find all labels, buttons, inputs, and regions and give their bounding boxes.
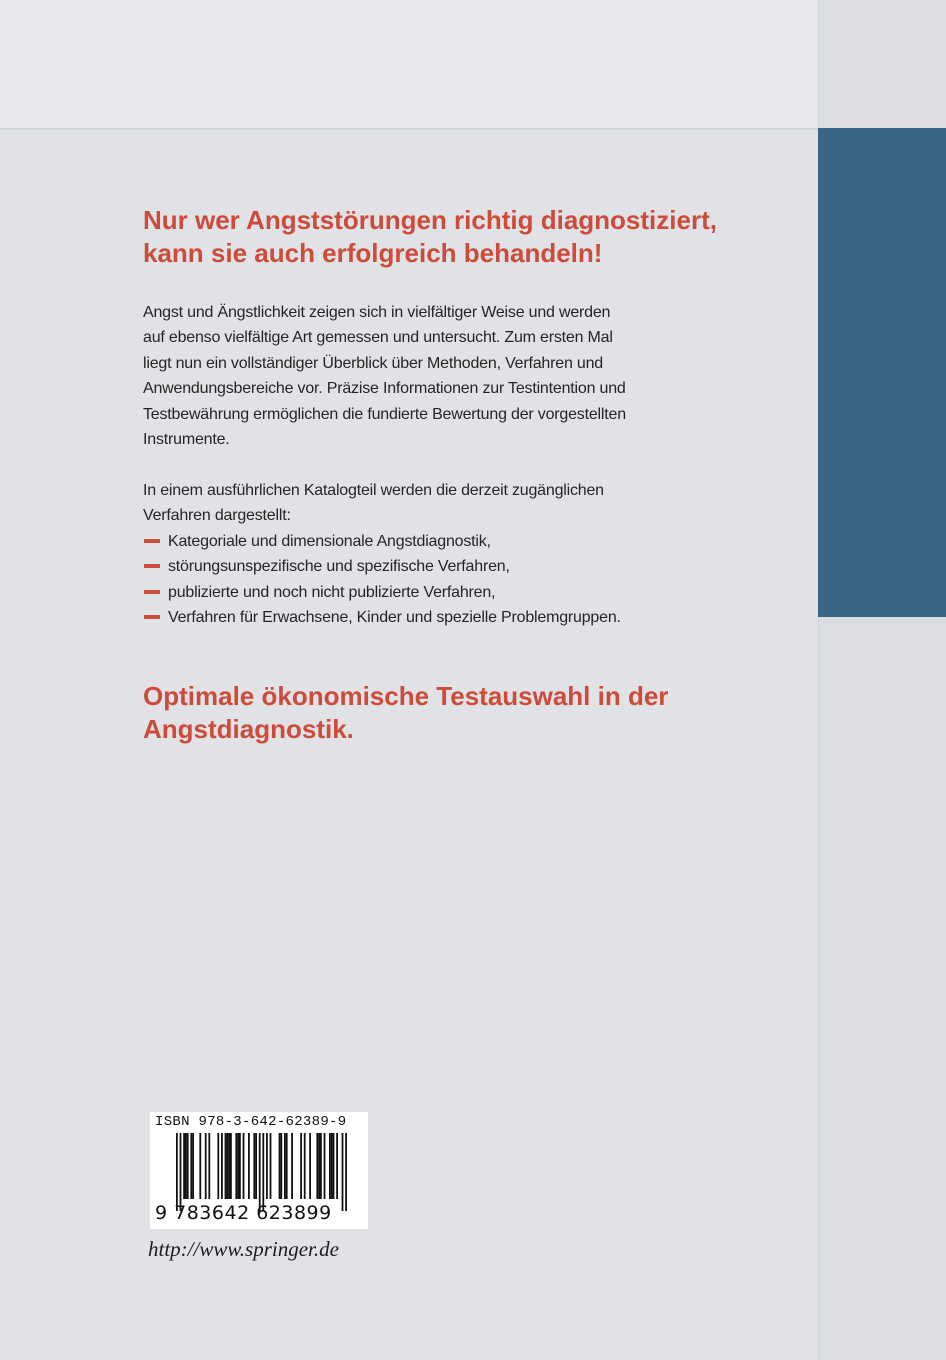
barcode-bar	[291, 1133, 293, 1199]
barcode-bar	[243, 1133, 245, 1199]
bullet-item	[143, 554, 621, 579]
bullet-dash-icon	[144, 590, 160, 594]
headline-top	[143, 204, 743, 270]
intro-paragraph	[143, 300, 703, 452]
bullet-dash-icon	[144, 539, 160, 543]
intro-line: auf ebenso vielfältige Art gemessen und untersucht. Zum ersten Mal	[143, 329, 613, 347]
barcode-bar	[255, 1133, 257, 1199]
barcode-bar	[329, 1133, 331, 1199]
blue-color-block	[818, 128, 946, 617]
barcode-bar	[309, 1133, 311, 1199]
bullet-dash-icon	[144, 615, 160, 619]
intro-line: liegt nun ein vollständiger Überblick über Methoden, Verfahren und	[143, 354, 603, 372]
barcode-bar	[280, 1133, 282, 1199]
top-band	[0, 0, 946, 130]
barcode-bar	[324, 1133, 326, 1199]
barcode-bar	[266, 1133, 268, 1199]
barcode-bar	[230, 1133, 232, 1199]
barcode-bar	[331, 1133, 333, 1199]
bullet-item	[143, 605, 621, 630]
intro-line: Angst und Ängstlichkeit zeigen sich in vielfältiger Weise und werden	[143, 304, 611, 321]
barcode-bar	[270, 1133, 272, 1199]
barcode-bar	[279, 1133, 281, 1199]
barcode-bar	[217, 1133, 219, 1199]
ean-digits: 9 783642 623899	[155, 1202, 332, 1224]
barcode-bar	[192, 1133, 194, 1199]
barcode-bar	[221, 1133, 223, 1199]
barcode-bar	[342, 1133, 344, 1211]
bullet-text: störungsunspezifische und spezifische Verfahren,	[168, 558, 510, 576]
catalog-line: Verfahren dargestellt:	[143, 507, 291, 525]
barcode-bar	[185, 1133, 187, 1199]
bullet-text: publizierte und noch nicht publizierte Verfahren,	[168, 583, 496, 601]
barcode-bar	[286, 1133, 288, 1199]
barcode-bar	[336, 1133, 338, 1199]
barcode-bar	[300, 1133, 302, 1199]
intro-line: Anwendungsbereiche vor. Präzise Informationen zur Testintention und	[143, 380, 626, 398]
barcode-bar	[176, 1133, 178, 1211]
barcode-bar	[284, 1133, 286, 1199]
intro-line: Testbewährung ermöglichen die fundierte Bewertung der vorgestellten	[143, 405, 626, 423]
barcode-bar	[180, 1133, 182, 1211]
bullet-text: Kategoriale und dimensionale Angstdiagnostik,	[168, 533, 491, 550]
publisher-url[interactable]: http://www.springer.de	[148, 1237, 339, 1261]
catalog-bullet-list	[143, 529, 621, 631]
bullet-item	[143, 529, 621, 554]
barcode-bar	[239, 1133, 241, 1199]
headline-top-line: kann sie auch erfolgreich behandeln!	[143, 238, 603, 268]
barcode-bar	[304, 1133, 306, 1199]
barcode-bar	[333, 1133, 335, 1199]
barcode-bar	[226, 1133, 228, 1199]
headline-bottom-line: Angstdiagnostik.	[143, 714, 354, 744]
barcode-bar	[262, 1133, 264, 1211]
barcode-bar	[320, 1133, 322, 1199]
barcode-bar	[199, 1133, 201, 1199]
headline-top-line: Nur wer Angststörungen richtig diagnostiziert,	[143, 205, 717, 235]
barcode-bar	[190, 1133, 192, 1199]
barcode-bar	[187, 1133, 189, 1199]
barcode-bar	[248, 1133, 250, 1199]
barcode-bar	[345, 1133, 347, 1211]
barcode-bar	[225, 1133, 227, 1199]
barcode-bar	[205, 1133, 207, 1199]
barcode-bar	[253, 1133, 255, 1199]
barcode-bar	[235, 1133, 237, 1199]
barcode-bar	[318, 1133, 320, 1199]
catalog-line: In einem ausführlichen Katalogteil werden die derzeit zugänglichen	[143, 482, 604, 499]
bullet-dash-icon	[144, 564, 160, 568]
isbn-barcode	[150, 1112, 368, 1229]
barcode-bar	[237, 1133, 239, 1199]
barcode-bar	[183, 1133, 185, 1199]
isbn-label: ISBN 978-3-642-62389-9	[155, 1114, 347, 1130]
headline-bottom-line: Optimale ökonomische Testauswahl in der	[143, 681, 669, 711]
barcode-bar	[228, 1133, 230, 1199]
bullet-item	[143, 580, 621, 605]
catalog-paragraph	[143, 478, 703, 529]
barcode-bar	[259, 1133, 261, 1211]
intro-line: Instrumente.	[143, 431, 230, 449]
bullet-text: Verfahren für Erwachsene, Kinder und spezielle Problemgruppen.	[168, 609, 621, 627]
barcode-bar	[208, 1133, 210, 1199]
barcode-bar	[316, 1133, 318, 1199]
headline-bottom	[143, 680, 743, 746]
